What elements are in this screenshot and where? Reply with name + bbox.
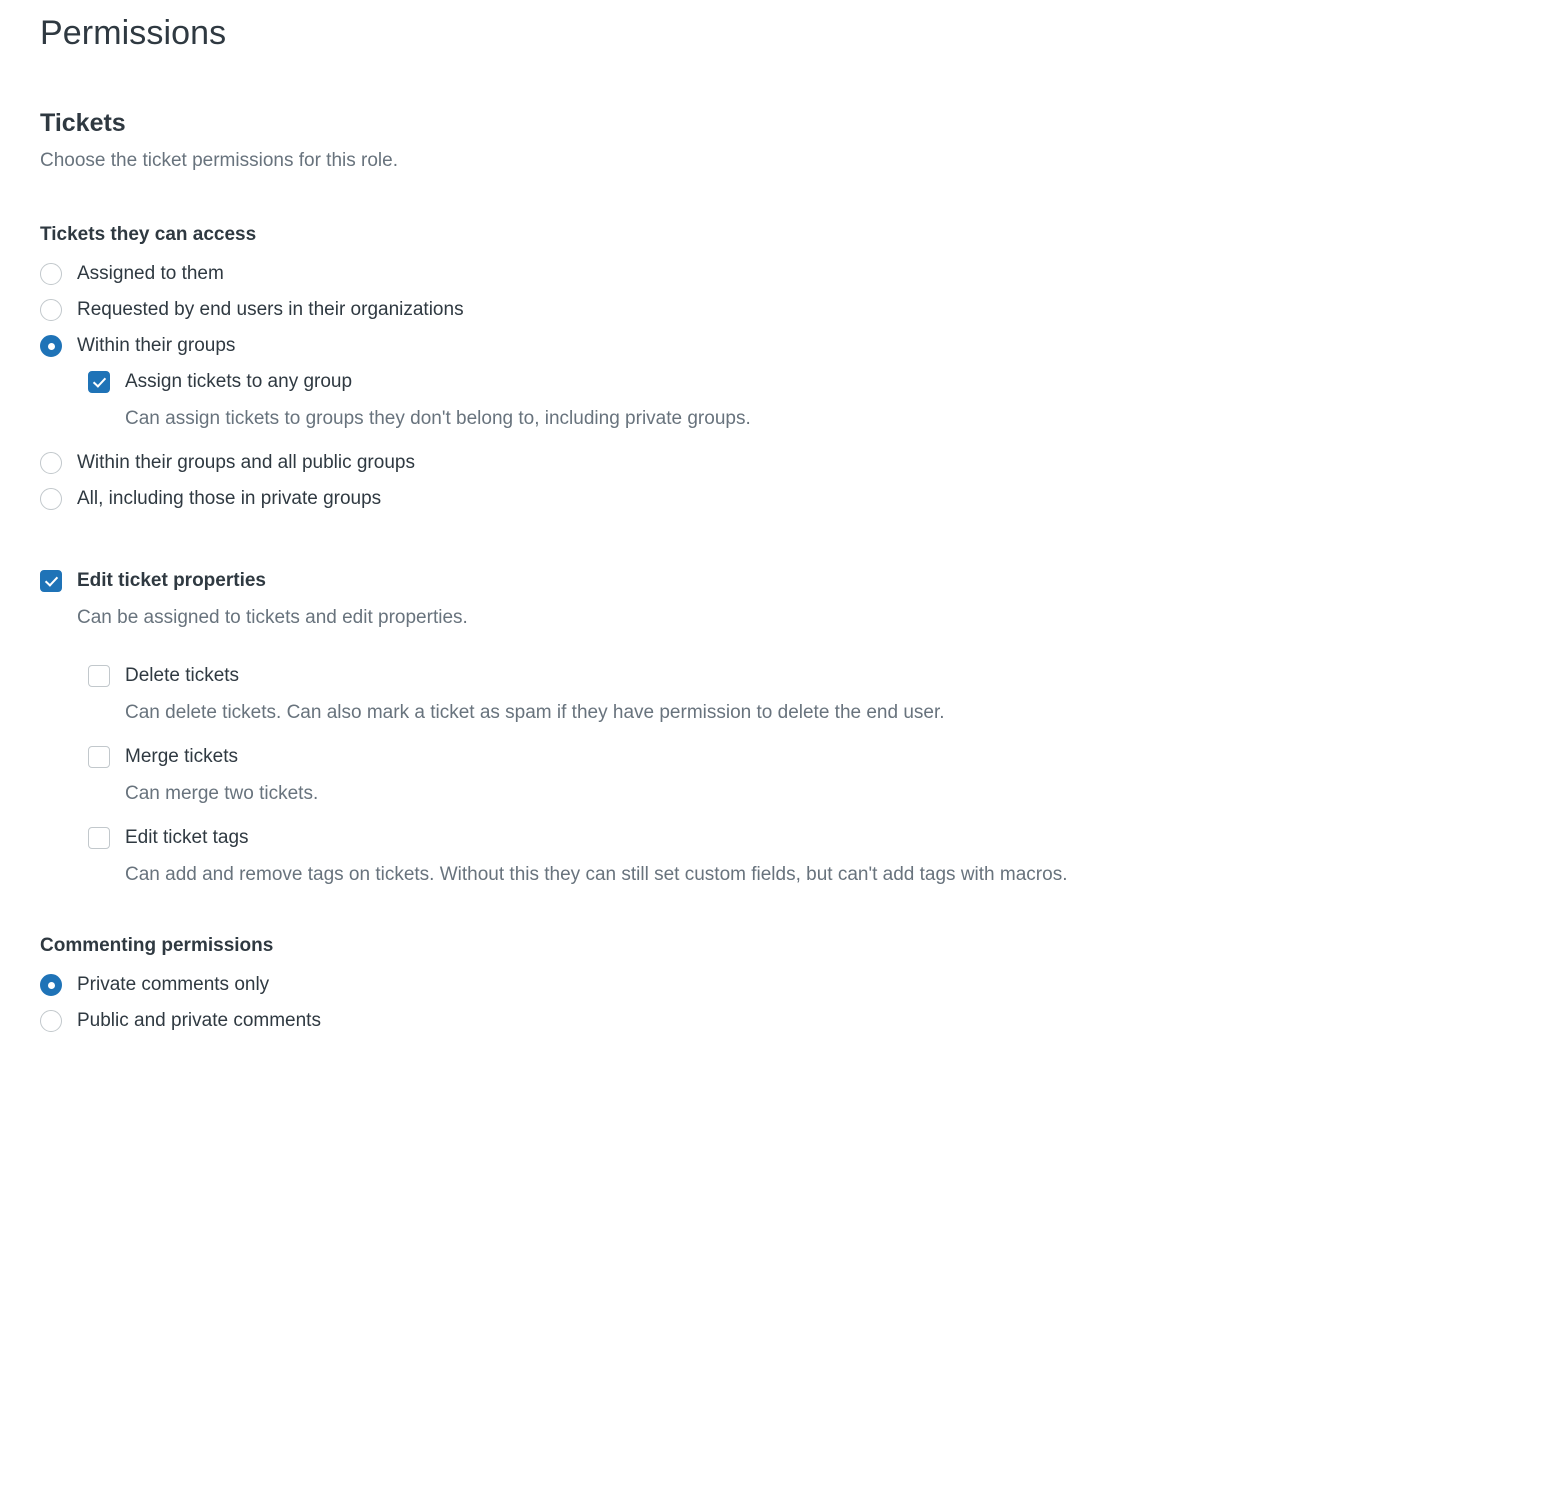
radio-icon[interactable] <box>40 1010 62 1032</box>
commenting-permissions-label: Commenting permissions <box>40 935 274 956</box>
radio-option-label: Within their groups <box>77 335 236 356</box>
checkbox-icon[interactable] <box>88 827 110 849</box>
checkbox-icon[interactable] <box>88 665 110 687</box>
checkbox-assign-tickets-to-any-group[interactable] <box>88 368 1522 396</box>
checkbox-label: Edit ticket tags <box>125 827 249 848</box>
radio-option-public-and-private-comments[interactable] <box>40 1007 1522 1035</box>
radio-option-label: Assigned to them <box>77 263 224 284</box>
checkbox-edit-ticket-properties[interactable] <box>40 567 1522 595</box>
assign-any-group-hint: Can assign tickets to groups they don't belong to, including private groups. <box>125 408 751 429</box>
page-title: Permissions <box>40 14 227 52</box>
checkbox-icon-checked[interactable] <box>88 371 110 393</box>
radio-option-private-comments-only[interactable] <box>40 971 1522 999</box>
merge-tickets-hint: Can merge two tickets. <box>125 783 319 804</box>
checkbox-icon-checked[interactable] <box>40 570 62 592</box>
radio-icon[interactable] <box>40 488 62 510</box>
radio-option-assigned-to-them[interactable] <box>40 260 1522 288</box>
edit-ticket-properties-hint: Can be assigned to tickets and edit properties. <box>77 607 468 628</box>
delete-tickets-hint: Can delete tickets. Can also mark a ticket as spam if they have permission to delete the end user. <box>125 702 945 723</box>
radio-option-label: Public and private comments <box>77 1010 321 1031</box>
radio-option-within-their-groups[interactable] <box>40 332 1522 360</box>
radio-option-label: Requested by end users in their organizations <box>77 299 464 320</box>
radio-icon-selected[interactable] <box>40 335 62 357</box>
checkbox-label: Merge tickets <box>125 746 238 767</box>
radio-option-all-including-private[interactable] <box>40 485 1522 513</box>
checkbox-edit-ticket-tags[interactable] <box>88 824 1522 852</box>
checkbox-label: Delete tickets <box>125 665 240 686</box>
tickets-access-group-label: Tickets they can access <box>40 224 257 245</box>
radio-option-within-groups-and-public[interactable] <box>40 449 1522 477</box>
checkbox-delete-tickets[interactable] <box>88 662 1522 690</box>
tickets-section-description: Choose the ticket permissions for this role. <box>40 150 398 171</box>
radio-icon[interactable] <box>40 452 62 474</box>
checkbox-merge-tickets[interactable] <box>88 743 1522 771</box>
radio-option-label: Private comments only <box>77 974 270 995</box>
checkbox-label: Edit ticket properties <box>77 570 266 591</box>
edit-ticket-tags-hint: Can add and remove tags on tickets. Without this they can still set custom fields, but can't add tags with macros. <box>125 864 1068 885</box>
radio-icon[interactable] <box>40 299 62 321</box>
checkbox-label: Assign tickets to any group <box>125 371 353 392</box>
radio-option-requested-by-end-users[interactable] <box>40 296 1522 324</box>
radio-icon-selected[interactable] <box>40 974 62 996</box>
checkbox-icon[interactable] <box>88 746 110 768</box>
radio-option-label: All, including those in private groups <box>77 488 382 509</box>
radio-icon[interactable] <box>40 263 62 285</box>
radio-option-label: Within their groups and all public groups <box>77 452 415 473</box>
tickets-section-title: Tickets <box>40 109 126 137</box>
